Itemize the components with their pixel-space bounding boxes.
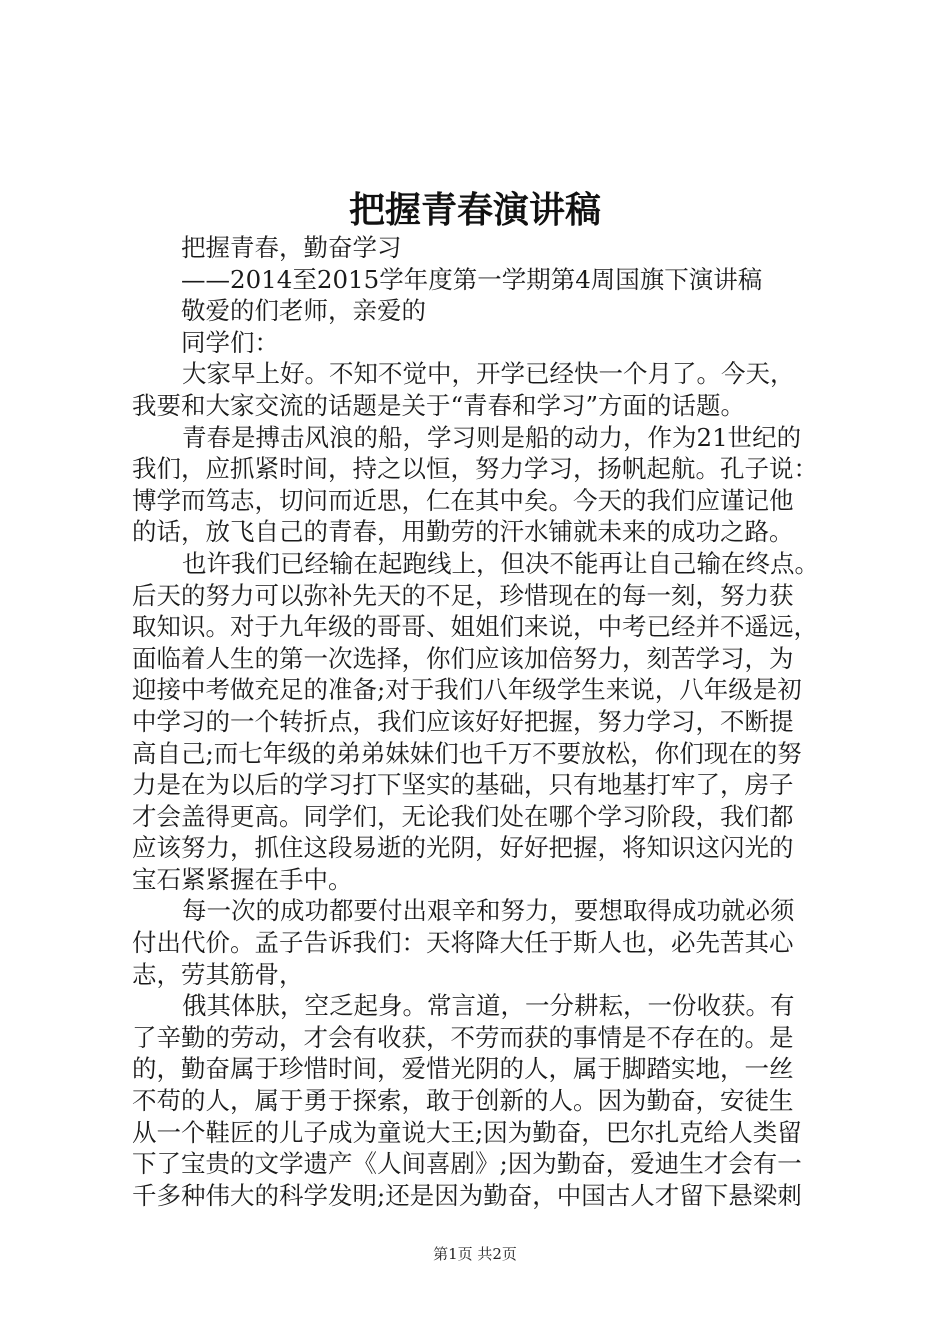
paragraph-line: 大家早上好。不知不觉中，开学已经快一个月了。今天， bbox=[182, 359, 795, 389]
salutation-line: 敬爱的们老师，亲爱的 bbox=[181, 296, 426, 326]
paragraph-line: 青春是搏击风浪的船，学习则是船的动力，作为21世纪的 bbox=[182, 422, 802, 452]
paragraph-line: 从一个鞋匠的儿子成为童说大王;因为勤奋，巴尔扎克给人类留 bbox=[132, 1117, 802, 1147]
page-number-footer: 第1页 共2页 bbox=[433, 1245, 517, 1263]
paragraph-line: 我要和大家交流的话题是关于“青春和学习”方面的话题。 bbox=[132, 390, 746, 420]
paragraph-line: 的话，放飞自己的青春，用勤劳的汗水铺就未来的成功之路。 bbox=[132, 517, 794, 547]
paragraph-line: 高自己;而七年级的弟弟妹妹们也千万不要放松，你们现在的努 bbox=[132, 738, 802, 768]
paragraph-line: 也许我们已经输在起跑线上，但决不能再让自己输在终点。 bbox=[182, 548, 819, 578]
page-title: 把握青春演讲稿 bbox=[348, 189, 601, 231]
salutation-line: 同学们： bbox=[181, 327, 279, 357]
paragraph-line: 千多种伟大的科学发明;还是因为勤奋，中国古人才留下悬梁刺 bbox=[132, 1180, 802, 1210]
paragraph-line: 迎接中考做充足的准备;对于我们八年级学生来说，八年级是初 bbox=[132, 675, 802, 705]
paragraph-line: 了辛勤的劳动，才会有收获，不劳而获的事情是不存在的。是 bbox=[132, 1022, 794, 1052]
paragraph-line: 才会盖得更高。同学们，无论我们处在哪个学习阶段，我们都 bbox=[132, 801, 794, 831]
paragraph-line: 取知识。对于九年级的哥哥、姐姐们来说，中考已经并不遥远， bbox=[132, 612, 818, 642]
paragraph-line: 不苟的人，属于勇于探索，敢于创新的人。因为勤奋，安徒生 bbox=[132, 1086, 794, 1116]
document-body bbox=[132, 232, 832, 1211]
subtitle-line: 把握青春，勤奋学习 bbox=[181, 233, 402, 262]
paragraph-line: 宝石紧紧握在手中。 bbox=[132, 864, 353, 894]
subtitle-line: ——2014至2015学年度第一学期第4周国旗下演讲稿 bbox=[181, 264, 763, 294]
paragraph-line: 的，勤奋属于珍惜时间，爱惜光阴的人，属于脚踏实地，一丝 bbox=[132, 1054, 794, 1084]
paragraph-line: 应该努力，抓住这段易逝的光阴，好好把握，将知识这闪光的 bbox=[132, 833, 794, 863]
paragraph-line: 力是在为以后的学习打下坚实的基础，只有地基打牢了，房子 bbox=[132, 770, 794, 800]
paragraph-line: 每一次的成功都要付出艰辛和努力，要想取得成功就必须 bbox=[182, 896, 795, 926]
paragraph-line: 博学而笃志，切问而近思，仁在其中矣。今天的我们应谨记他 bbox=[132, 485, 794, 515]
paragraph-line: 下了宝贵的文学遗产《人间喜剧》;因为勤奋，爱迪生才会有一 bbox=[132, 1149, 802, 1179]
paragraph-line: 中学习的一个转折点，我们应该好好把握，努力学习，不断提 bbox=[132, 706, 794, 736]
paragraph-line: 后天的努力可以弥补先天的不足，珍惜现在的每一刻，努力获 bbox=[132, 580, 794, 610]
paragraph-line: 面临着人生的第一次选择，你们应该加倍努力，刻苦学习，为 bbox=[132, 643, 794, 673]
paragraph-line: 我们，应抓紧时间，持之以恒，努力学习，扬帆起航。孔子说： bbox=[132, 454, 818, 484]
paragraph-line: 俄其体肤，空乏起身。常言道，一分耕耘，一份收获。有 bbox=[182, 991, 795, 1021]
paragraph-line: 付出代价。孟子告诉我们：天将降大任于斯人也，必先苦其心 bbox=[132, 928, 794, 958]
paragraph-line: 志，劳其筋骨， bbox=[132, 959, 304, 989]
